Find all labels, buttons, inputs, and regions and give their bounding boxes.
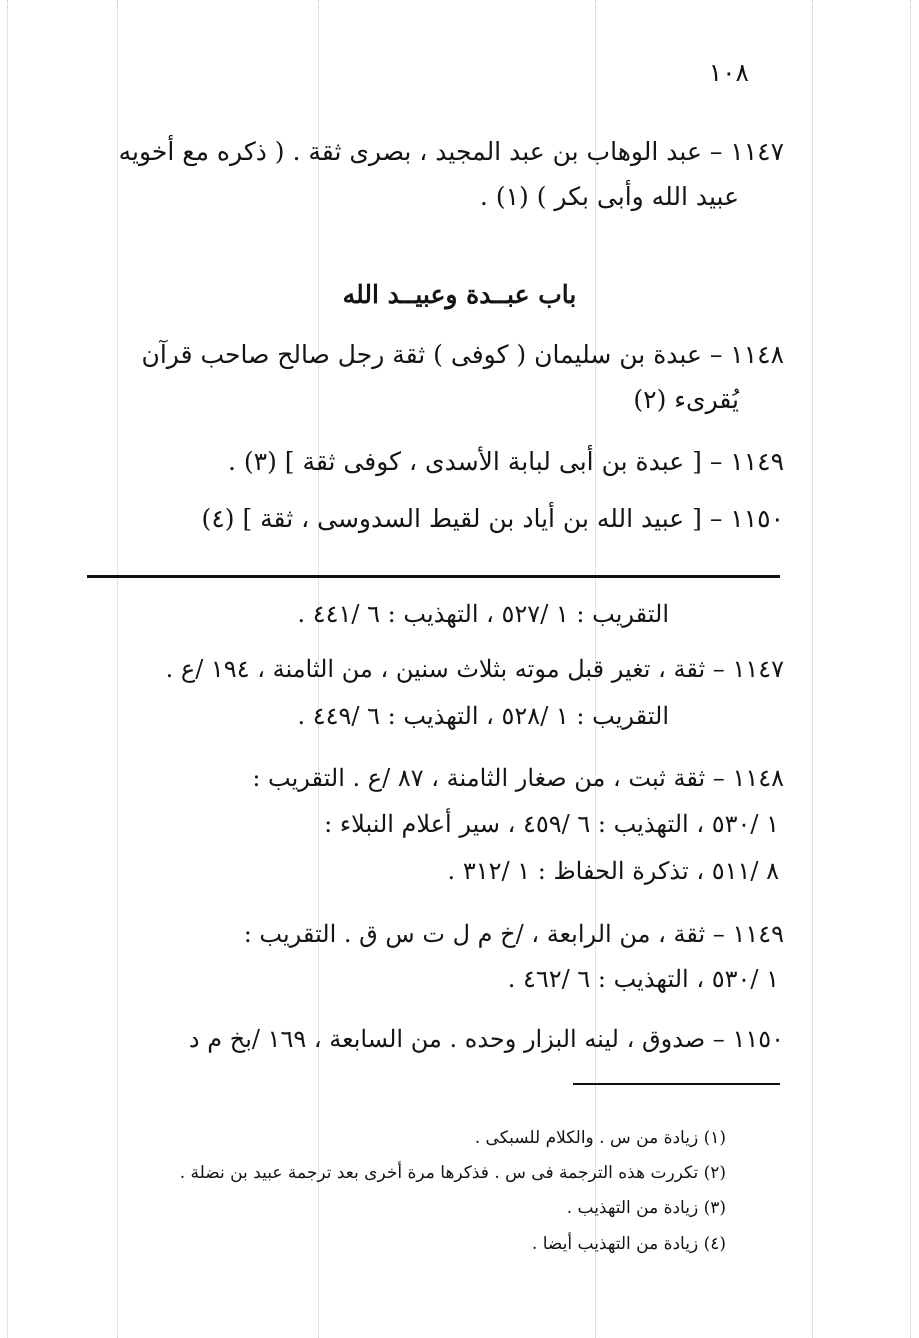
entry-1150: ١١٥٠ – [ عبيد الله بن أياد بن لقيط السدوسى ، ثقة ] (٤) xyxy=(201,504,784,533)
note-1150: ١١٥٠ – صدوق ، لينه البزار وحده . من السابعة ، ١٦٩ /بخ م د xyxy=(188,1025,784,1053)
entry-1147-line-1: ١١٤٧ – عبد الوهاب بن عبد المجيد ، بصرى ثقة . ( ذكره مع أخويه xyxy=(118,137,784,166)
footnotes-divider xyxy=(573,1083,780,1085)
entry-1148-line-2: يُقرىء (٢) xyxy=(633,385,739,414)
note-1147-line-1: ١١٤٧ – ثقة ، تغير قبل موته بثلاث سنين ، من الثامنة ، ١٩٤ /ع . xyxy=(165,655,784,683)
note-carry-over: التقريب : ١ /٥٢٧ ، التهذيب : ٦ /٤٤١ . xyxy=(297,600,669,628)
entry-1147-line-2: عبيد الله وأبى بكر ) (١) . xyxy=(479,182,739,211)
footnote-4: (٤) زيادة من التهذيب أيضا . xyxy=(531,1234,726,1254)
note-1148-line-1: ١١٤٨ – ثقة ثبت ، من صغار الثامنة ، ٨٧ /ع . التقريب : xyxy=(252,764,784,792)
note-1149-line-1: ١١٤٩ – ثقة ، من الرابعة ، /خ م ل ت س ق . التقريب : xyxy=(243,920,784,948)
note-1147-line-2: التقريب : ١ /٥٢٨ ، التهذيب : ٦ /٤٤٩ . xyxy=(297,702,669,730)
notes-divider xyxy=(87,575,780,578)
footnote-2: (٢) تكررت هذه الترجمة فى س . فذكرها مرة أخرى بعد ترجمة عبيد بن نضلة . xyxy=(179,1163,726,1183)
entry-1148-line-1: ١١٤٨ – عبدة بن سليمان ( كوفى ) ثقة رجل صالح صاحب قرآن xyxy=(141,340,784,369)
scan-guide-line xyxy=(910,0,911,1338)
footnote-1: (١) زيادة من س . والكلام للسبكى . xyxy=(474,1128,726,1148)
entry-1149: ١١٤٩ – [ عبدة بن أبى لبابة الأسدى ، كوفى ثقة ] (٣) . xyxy=(227,447,784,476)
chapter-heading: باب عبــدة وعبيــد الله xyxy=(342,280,577,309)
scan-guide-line xyxy=(812,0,813,1338)
note-1148-line-3: ٨ /٥١١ ، تذكرة الحفاظ : ١ /٣١٢ . xyxy=(447,857,779,885)
footnote-3: (٣) زيادة من التهذيب . xyxy=(566,1198,726,1218)
page-number: ١٠٨ xyxy=(708,58,749,87)
scan-guide-line xyxy=(7,0,8,1338)
note-1149-line-2: ١ /٥٣٠ ، التهذيب : ٦ /٤٦٢ . xyxy=(507,965,779,993)
note-1148-line-2: ١ /٥٣٠ ، التهذيب : ٦ /٤٥٩ ، سير أعلام النبلاء : xyxy=(324,810,779,838)
